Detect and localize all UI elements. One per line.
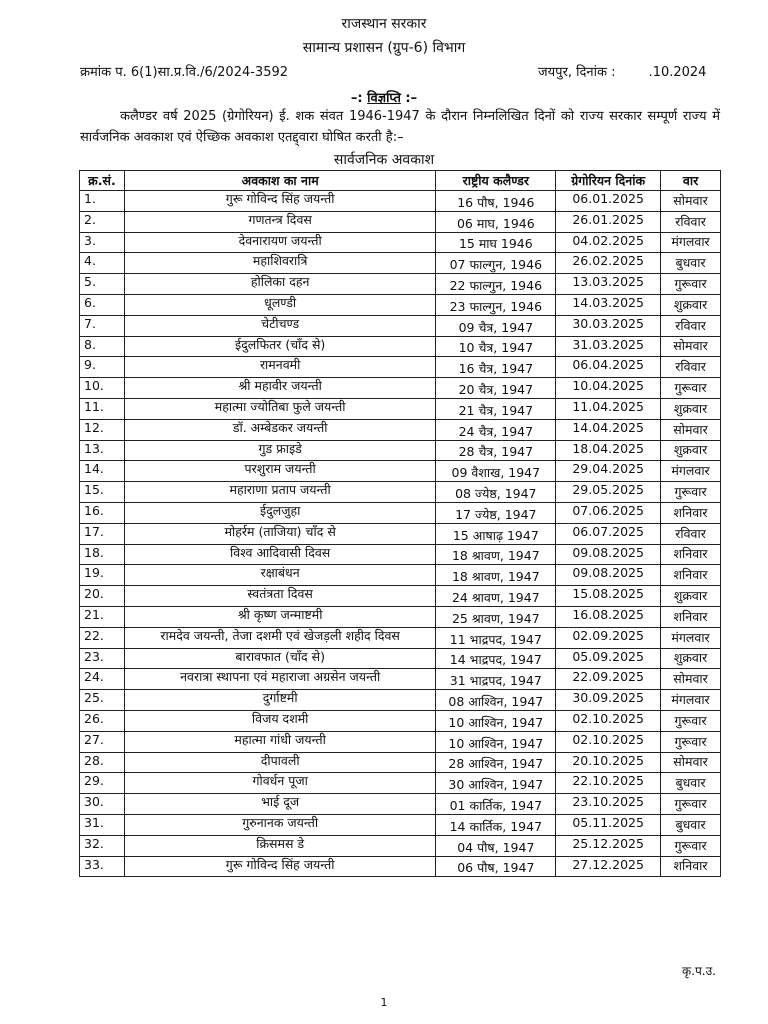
weekday-cell: सोमवार (661, 752, 721, 773)
serial-cell: 18. (80, 544, 125, 565)
national-date-cell: 14 कार्तिक, 1947 (436, 814, 556, 835)
table-row (80, 669, 721, 690)
weekday-cell: शुक्रवार (661, 648, 721, 669)
serial-cell: 15. (80, 482, 125, 503)
gregorian-date-cell: 05.11.2025 (556, 814, 661, 835)
holiday-name-cell: श्री कृष्ण जन्माष्टमी (124, 606, 435, 627)
serial-cell: 14. (80, 461, 125, 482)
table-row (80, 232, 721, 253)
serial-cell: 21. (80, 606, 125, 627)
table-row (80, 357, 721, 378)
table-row (80, 211, 721, 232)
holiday-name-cell: दुर्गाष्टमी (124, 690, 435, 711)
table-row (80, 523, 721, 544)
gregorian-date-cell: 27.12.2025 (556, 856, 661, 877)
weekday-cell: मंगलवार (661, 690, 721, 711)
weekday-cell: गुरूवार (661, 482, 721, 503)
table-row (80, 315, 721, 336)
national-date-cell: 24 चैत्र, 1947 (436, 419, 556, 440)
gregorian-date-cell: 02.09.2025 (556, 627, 661, 648)
national-date-cell: 24 श्रावण, 1947 (436, 586, 556, 607)
header-weekday: वार (661, 171, 721, 191)
gregorian-date-cell: 23.10.2025 (556, 794, 661, 815)
national-date-cell: 15 आषाढ़ 1947 (436, 523, 556, 544)
weekday-cell: शुक्रवार (661, 398, 721, 419)
weekday-cell: मंगलवार (661, 627, 721, 648)
weekday-cell: शुक्रवार (661, 294, 721, 315)
table-row (80, 440, 721, 461)
notice-title-prefix: –: (350, 91, 368, 106)
holiday-name-cell: देवनारायण जयन्ती (124, 232, 435, 253)
gregorian-date-cell: 10.04.2025 (556, 378, 661, 399)
holiday-name-cell: गुरुनानक जयन्ती (124, 814, 435, 835)
header-holiday-name: अवकाश का नाम (124, 171, 435, 191)
table-row (80, 398, 721, 419)
serial-cell: 20. (80, 586, 125, 607)
serial-cell: 4. (80, 253, 125, 274)
holiday-name-cell: धूलण्डी (124, 294, 435, 315)
holiday-name-cell: विश्व आदिवासी दिवस (124, 544, 435, 565)
national-date-cell: 21 चैत्र, 1947 (436, 398, 556, 419)
holiday-name-cell: गोवर्धन पूजा (124, 773, 435, 794)
holiday-name-cell: गुरू गोविन्द सिंह जयन्ती (124, 191, 435, 212)
table-row (80, 274, 721, 295)
gregorian-date-cell: 25.12.2025 (556, 835, 661, 856)
table-row (80, 627, 721, 648)
holiday-name-cell: मोहर्रम (ताजिया) चाँद से (124, 523, 435, 544)
holiday-name-cell: गणतन्त्र दिवस (124, 211, 435, 232)
weekday-cell: सोमवार (661, 419, 721, 440)
table-row (80, 648, 721, 669)
table-row (80, 461, 721, 482)
national-date-cell: 09 चैत्र, 1947 (436, 315, 556, 336)
gregorian-date-cell: 20.10.2025 (556, 752, 661, 773)
weekday-cell: सोमवार (661, 191, 721, 212)
serial-cell: 19. (80, 565, 125, 586)
serial-cell: 22. (80, 627, 125, 648)
weekday-cell: रविवार (661, 315, 721, 336)
gregorian-date-cell: 29.05.2025 (556, 482, 661, 503)
national-date-cell: 07 फाल्गुन, 1946 (436, 253, 556, 274)
gregorian-date-cell: 14.03.2025 (556, 294, 661, 315)
serial-cell: 27. (80, 731, 125, 752)
holiday-name-cell: स्वतंत्रता दिवस (124, 586, 435, 607)
gregorian-date-cell: 04.02.2025 (556, 232, 661, 253)
weekday-cell: शनिवार (661, 544, 721, 565)
holiday-name-cell: विजय दशमी (124, 710, 435, 731)
national-date-cell: 04 पौष, 1947 (436, 835, 556, 856)
gregorian-date-cell: 02.10.2025 (556, 710, 661, 731)
holiday-name-cell: बारावफात (चाँद से) (124, 648, 435, 669)
gregorian-date-cell: 22.09.2025 (556, 669, 661, 690)
serial-cell: 9. (80, 357, 125, 378)
weekday-cell: सोमवार (661, 669, 721, 690)
table-row (80, 835, 721, 856)
national-date-cell: 06 माघ, 1946 (436, 211, 556, 232)
gregorian-date-cell: 06.04.2025 (556, 357, 661, 378)
weekday-cell: गुरूवार (661, 710, 721, 731)
gregorian-date-cell: 06.07.2025 (556, 523, 661, 544)
gregorian-date-cell: 18.04.2025 (556, 440, 661, 461)
gregorian-date-cell: 16.08.2025 (556, 606, 661, 627)
weekday-cell: शनिवार (661, 565, 721, 586)
national-date-cell: 23 फाल्गुन, 1946 (436, 294, 556, 315)
national-date-cell: 20 चैत्र, 1947 (436, 378, 556, 399)
national-date-cell: 28 आश्विन, 1947 (436, 752, 556, 773)
table-row (80, 502, 721, 523)
national-date-cell: 16 चैत्र, 1947 (436, 357, 556, 378)
table-row (80, 253, 721, 274)
holiday-name-cell: श्री महावीर जयन्ती (124, 378, 435, 399)
holiday-name-cell: ईदुलफितर (चाँद से) (124, 336, 435, 357)
serial-cell: 7. (80, 315, 125, 336)
gregorian-date-cell: 05.09.2025 (556, 648, 661, 669)
weekday-cell: गुरूवार (661, 794, 721, 815)
holiday-name-cell: महात्मा गांधी जयन्ती (124, 731, 435, 752)
holiday-name-cell: होलिका दहन (124, 274, 435, 295)
gregorian-date-cell: 13.03.2025 (556, 274, 661, 295)
table-row (80, 482, 721, 503)
serial-cell: 11. (80, 398, 125, 419)
gregorian-date-cell: 09.08.2025 (556, 544, 661, 565)
table-row (80, 586, 721, 607)
holiday-name-cell: गुरू गोविन्द सिंह जयन्ती (124, 856, 435, 877)
gregorian-date-cell: 11.04.2025 (556, 398, 661, 419)
national-date-cell: 09 वैशाख, 1947 (436, 461, 556, 482)
holiday-name-cell: भाई दूज (124, 794, 435, 815)
serial-cell: 30. (80, 794, 125, 815)
holiday-name-cell: रक्षाबंधन (124, 565, 435, 586)
continued-note: कृ.प.उ. (681, 964, 716, 978)
serial-cell: 28. (80, 752, 125, 773)
holiday-name-cell: महाराणा प्रताप जयन्ती (124, 482, 435, 503)
gregorian-date-cell: 06.01.2025 (556, 191, 661, 212)
department-heading: सामान्य प्रशासन (ग्रुप-6) विभाग (302, 40, 466, 56)
holiday-name-cell: रामनवमी (124, 357, 435, 378)
weekday-cell: रविवार (661, 211, 721, 232)
gregorian-date-cell: 14.04.2025 (556, 419, 661, 440)
gregorian-date-cell: 09.08.2025 (556, 565, 661, 586)
national-date-cell: 16 पौष, 1946 (436, 191, 556, 212)
holiday-name-cell: महात्मा ज्योतिबा फुले जयन्ती (124, 398, 435, 419)
weekday-cell: गुरूवार (661, 731, 721, 752)
weekday-cell: बुधवार (661, 814, 721, 835)
serial-cell: 6. (80, 294, 125, 315)
header-national-calendar: राष्ट्रीय कलैण्डर (436, 171, 556, 191)
gregorian-date-cell: 15.08.2025 (556, 586, 661, 607)
national-date-cell: 31 भाद्रपद, 1947 (436, 669, 556, 690)
government-heading: राजस्थान सरकार (341, 16, 427, 32)
national-date-cell: 10 आश्विन, 1947 (436, 731, 556, 752)
national-date-cell: 15 माघ 1946 (436, 232, 556, 253)
weekday-cell: गुरूवार (661, 378, 721, 399)
national-date-cell: 01 कार्तिक, 1947 (436, 794, 556, 815)
gregorian-date-cell: 29.04.2025 (556, 461, 661, 482)
table-row (80, 419, 721, 440)
holiday-name-cell: चेटीचण्ड (124, 315, 435, 336)
table-row (80, 378, 721, 399)
table-row (80, 544, 721, 565)
holiday-name-cell: गुड फ्राइडे (124, 440, 435, 461)
serial-cell: 33. (80, 856, 125, 877)
table-row (80, 856, 721, 877)
table-row (80, 752, 721, 773)
holiday-name-cell: ईदुलजुहा (124, 502, 435, 523)
gregorian-date-cell: 30.03.2025 (556, 315, 661, 336)
national-date-cell: 14 भाद्रपद, 1947 (436, 648, 556, 669)
weekday-cell: गुरूवार (661, 835, 721, 856)
serial-cell: 3. (80, 232, 125, 253)
place-date: जयपुर, दिनांक : .10.2024 (538, 65, 707, 80)
serial-cell: 24. (80, 669, 125, 690)
serial-cell: 29. (80, 773, 125, 794)
notice-paragraph: कलैण्डर वर्ष 2025 (ग्रेगोरियन) ई. शक संवत 1946-1947 के दौरान निम्नलिखित दिनों को राज्य सरकार सम्पूर्ण राज्य में सार्वजनिक अवकाश एवं ऐच्छिक अवकाश एतद्द्वारा घोषित करती है:– (80, 109, 720, 145)
weekday-cell: शनिवार (661, 606, 721, 627)
table-row (80, 606, 721, 627)
serial-cell: 8. (80, 336, 125, 357)
table-row (80, 731, 721, 752)
notice-title-suffix: :– (400, 91, 418, 106)
notice-title (0, 88, 768, 106)
reference-number: क्रमांक प. 6(1)सा.प्र.वि./6/2024-3592 (80, 65, 289, 80)
serial-cell: 17. (80, 523, 125, 544)
table-row (80, 336, 721, 357)
serial-cell: 5. (80, 274, 125, 295)
gregorian-date-cell: 30.09.2025 (556, 690, 661, 711)
national-date-cell: 18 श्रावण, 1947 (436, 565, 556, 586)
serial-cell: 31. (80, 814, 125, 835)
table-row (80, 294, 721, 315)
gregorian-date-cell: 07.06.2025 (556, 502, 661, 523)
weekday-cell: रविवार (661, 357, 721, 378)
weekday-cell: मंगलवार (661, 232, 721, 253)
weekday-cell: बुधवार (661, 773, 721, 794)
weekday-cell: शुक्रवार (661, 586, 721, 607)
table-row (80, 794, 721, 815)
national-date-cell: 06 पौष, 1947 (436, 856, 556, 877)
weekday-cell: रविवार (661, 523, 721, 544)
weekday-cell: मंगलवार (661, 461, 721, 482)
national-date-cell: 28 चैत्र, 1947 (436, 440, 556, 461)
holiday-name-cell: महाशिवरात्रि (124, 253, 435, 274)
notice-title-text: विज्ञप्ति (367, 91, 401, 106)
table-row (80, 814, 721, 835)
weekday-cell: शनिवार (661, 856, 721, 877)
holiday-name-cell: रामदेव जयन्ती, तेजा दशमी एवं खेजड़ली शहीद दिवस (124, 627, 435, 648)
header-gregorian-date: ग्रेगोरियन दिनांक (556, 171, 661, 191)
national-date-cell: 08 ज्येष्ठ, 1947 (436, 482, 556, 503)
gregorian-date-cell: 26.01.2025 (556, 211, 661, 232)
gregorian-date-cell: 31.03.2025 (556, 336, 661, 357)
table-row (80, 710, 721, 731)
table-row (80, 773, 721, 794)
table-row (80, 690, 721, 711)
holiday-table (79, 170, 721, 877)
national-date-cell: 11 भाद्रपद, 1947 (436, 627, 556, 648)
holiday-name-cell: क्रिसमस डे (124, 835, 435, 856)
weekday-cell: शुक्रवार (661, 440, 721, 461)
weekday-cell: बुधवार (661, 253, 721, 274)
holiday-name-cell: नवरात्रा स्थापना एवं महाराजा अग्रसेन जयन्ती (124, 669, 435, 690)
table-row (80, 191, 721, 212)
weekday-cell: गुरूवार (661, 274, 721, 295)
holiday-name-cell: दीपावली (124, 752, 435, 773)
national-date-cell: 25 श्रावण, 1947 (436, 606, 556, 627)
table-header-row (80, 171, 721, 191)
gregorian-date-cell: 26.02.2025 (556, 253, 661, 274)
holiday-name-cell: डॉ. अम्बेडकर जयन्ती (124, 419, 435, 440)
serial-cell: 16. (80, 502, 125, 523)
section-title: सार्वजनिक अवकाश (333, 152, 435, 168)
national-date-cell: 10 आश्विन, 1947 (436, 710, 556, 731)
gregorian-date-cell: 02.10.2025 (556, 731, 661, 752)
weekday-cell: सोमवार (661, 336, 721, 357)
holiday-name-cell: परशुराम जयन्ती (124, 461, 435, 482)
serial-cell: 25. (80, 690, 125, 711)
gregorian-date-cell: 22.10.2025 (556, 773, 661, 794)
serial-cell: 10. (80, 378, 125, 399)
national-date-cell: 08 आश्विन, 1947 (436, 690, 556, 711)
serial-cell: 1. (80, 191, 125, 212)
national-date-cell: 18 श्रावण, 1947 (436, 544, 556, 565)
serial-cell: 23. (80, 648, 125, 669)
serial-cell: 26. (80, 710, 125, 731)
weekday-cell: शनिवार (661, 502, 721, 523)
header-serial: क्र.सं. (80, 171, 125, 191)
national-date-cell: 22 फाल्गुन, 1946 (436, 274, 556, 295)
table-row (80, 565, 721, 586)
serial-cell: 13. (80, 440, 125, 461)
serial-cell: 12. (80, 419, 125, 440)
serial-cell: 32. (80, 835, 125, 856)
national-date-cell: 10 चैत्र, 1947 (436, 336, 556, 357)
serial-cell: 2. (80, 211, 125, 232)
page-number: 1 (380, 996, 388, 1009)
national-date-cell: 17 ज्येष्ठ, 1947 (436, 502, 556, 523)
national-date-cell: 30 आश्विन, 1947 (436, 773, 556, 794)
